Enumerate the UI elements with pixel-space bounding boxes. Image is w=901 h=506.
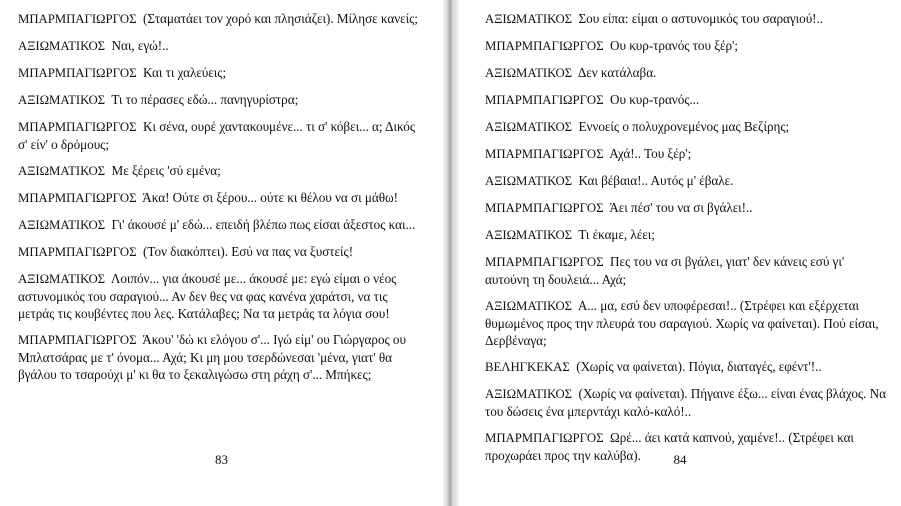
dialogue-paragraph [18,10,422,28]
speaker-name: ΜΠΑΡΜΠΑΓΙΩΡΓΟΣ [485,147,604,161]
dialogue-text: Ωρέ... άει κατά καπνού, χαμένε!.. (Στρέφει και προχωράει προς την καλύβα). [485,430,854,463]
dialogue-paragraph [485,37,891,55]
dialogue-text: Γι' άκουσέ μ' εδώ... επειδή βλέπω πως είσαι άξεστος και... [111,217,416,232]
dialogue-text: Α... μα, εσύ δεν υποφέρεσαι!.. (Στρέφει και εξέρχεται θυμωμένος προς την πλευρά του σαραγιού. Χωρίς να φαίνεται). Πού είσαι, Δερβέναγα; [485,298,879,348]
speaker-name: ΜΠΑΡΜΠΑΓΙΩΡΓΟΣ [485,255,604,269]
dialogue-text: Ναι, εγώ!.. [111,38,169,53]
speaker-name: ΜΠΑΡΜΠΑΓΙΩΡΓΟΣ [485,93,604,107]
speaker-name: ΑΞΙΩΜΑΤΙΚΟΣ [18,272,106,286]
dialogue-paragraph [485,10,891,28]
dialogue-text: (Χωρίς να φαίνεται). Πήγαινε έξω... είναι ένας βλάχος. Να του δώσεις ένα μπερντάχι καλό-καλό!.. [485,386,886,419]
speaker-name: ΑΞΙΩΜΑΤΙΚΟΣ [485,228,573,242]
speaker-name: ΑΞΙΩΜΑΤΙΚΟΣ [485,66,573,80]
dialogue-paragraph [485,253,891,288]
dialogue-text: Λοιπόν... για άκουσέ με... άκουσέ με: εγώ είμαι ο νέος αστυνομικός του σαραγιού... Αν δεν θες να φας κανένα χαράτσι, να τις μετράς τις κουβέντες που λες. Κατάλαβες; Να τα μετράς τα λόγια σου! [18,271,397,321]
dialogue-paragraph [18,243,422,261]
dialogue-paragraph [18,118,422,153]
dialogue-paragraph [485,385,891,420]
dialogue-paragraph [485,118,891,136]
dialogue-text: Τι το πέρασες εδώ... πανηγυρίστρα; [111,92,299,107]
dialogue-text: Τι έκαμε, λέει; [578,227,655,242]
dialogue-text: Και τι χαλεύεις; [143,65,227,80]
dialogue-paragraph [485,64,891,82]
dialogue-paragraph [485,172,891,190]
speaker-name: ΑΞΙΩΜΑΤΙΚΟΣ [485,174,573,188]
speaker-name: ΒΕΛΗΓΚΕΚΑΣ [485,360,570,374]
dialogue-text: Εννοείς ο πολυχρονεμένος μας Βεζίρης; [578,119,790,134]
speaker-name: ΜΠΑΡΜΠΑΓΙΩΡΓΟΣ [18,191,137,205]
dialogue-paragraph [485,358,891,376]
speaker-name: ΑΞΙΩΜΑΤΙΚΟΣ [18,218,106,232]
dialogue-text: Άκα! Ούτε σι ξέρου... ούτε κι θέλου να σι μάθω! [142,190,398,205]
speaker-name: ΜΠΑΡΜΠΑΓΙΩΡΓΟΣ [18,245,137,259]
dialogue-text: Δεν κατάλαβα. [577,65,657,80]
page-gutter [443,0,459,506]
speaker-name: ΜΠΑΡΜΠΑΓΙΩΡΓΟΣ [485,39,604,53]
left-page-text [18,10,422,392]
dialogue-paragraph [18,216,422,234]
dialogue-paragraph [485,297,891,349]
dialogue-paragraph [18,91,422,109]
speaker-name: ΑΞΙΩΜΑΤΙΚΟΣ [485,12,573,26]
dialogue-text: (Χωρίς να φαίνεται). Πόγια, διαταγές, εφέντ'!.. [576,359,822,374]
speaker-name: ΑΞΙΩΜΑΤΙΚΟΣ [18,164,106,178]
dialogue-paragraph [18,189,422,207]
speaker-name: ΜΠΑΡΜΠΑΓΙΩΡΓΟΣ [18,333,137,347]
dialogue-paragraph [18,64,422,82]
dialogue-text: Και βέβαια!.. Αυτός μ' έβαλε. [578,173,734,188]
dialogue-text: Άει πέσ' του να σι βγάλει!.. [609,200,753,215]
dialogue-text: Κι σένα, ουρέ χαντακουμένε... τι σ' κόβει... α; Δικός σ' είν' ο δρόμους; [18,119,416,152]
dialogue-paragraph [18,331,422,383]
speaker-name: ΜΠΑΡΜΠΑΓΙΩΡΓΟΣ [485,201,604,215]
right-page-text [485,10,891,473]
dialogue-text: Ου κυρ-τρανός... [610,92,700,107]
dialogue-paragraph [485,199,891,217]
dialogue-paragraph [485,145,891,163]
dialogue-paragraph [485,226,891,244]
left-page [0,0,443,506]
right-page [459,0,901,506]
dialogue-text: Άκου' 'δώ κι ελόγου σ'... Ιγώ είμ' ου Γιώργαρος ου Μπλατσάρας με τ' όνομα... Αχά; Κι μη μου τσερδώνεσαι 'μένα, γιατ' θα βγάλου το τσαρούχι μ' κι θα το ξεκαλιγώσω στη ράχη σ'... Μπήκες; [18,332,406,382]
page-number-right: 84 [673,452,687,467]
speaker-name: ΑΞΙΩΜΑΤΙΚΟΣ [485,120,573,134]
dialogue-text: Σου είπα: είμαι ο αστυνομικός του σαραγιού!.. [578,11,824,26]
speaker-name: ΑΞΙΩΜΑΤΙΚΟΣ [485,387,573,401]
speaker-name: ΜΠΑΡΜΠΑΓΙΩΡΓΟΣ [18,66,137,80]
dialogue-text: Πες του να σι βγάλει, γιατ' δεν κάνεις εσύ γι' αυτούνη τη δουλειά... Αχά; [485,254,845,287]
dialogue-text: Αχά!.. Του ξέρ'; [609,146,692,161]
page-number-left: 83 [215,452,228,467]
dialogue-paragraph [18,37,422,55]
dialogue-text: (Τον διακόπτει). Εσύ να πας να ξυστείς! [143,244,354,259]
speaker-name: ΑΞΙΩΜΑΤΙΚΟΣ [18,39,106,53]
dialogue-text: (Σταματάει τον χορό και πλησιάζει). Μίλησε κανείς; [143,11,418,26]
dialogue-text: Με ξέρεις 'σύ εμένα; [111,163,221,178]
dialogue-text: Ου κυρ-τρανός του ξέρ'; [610,38,738,53]
speaker-name: ΜΠΑΡΜΠΑΓΙΩΡΓΟΣ [485,431,604,445]
speaker-name: ΜΠΑΡΜΠΑΓΙΩΡΓΟΣ [18,120,137,134]
speaker-name: ΑΞΙΩΜΑΤΙΚΟΣ [18,93,106,107]
dialogue-paragraph [485,91,891,109]
dialogue-paragraph [18,162,422,180]
speaker-name: ΑΞΙΩΜΑΤΙΚΟΣ [485,299,573,313]
dialogue-paragraph [18,270,422,322]
speaker-name: ΜΠΑΡΜΠΑΓΙΩΡΓΟΣ [18,12,137,26]
